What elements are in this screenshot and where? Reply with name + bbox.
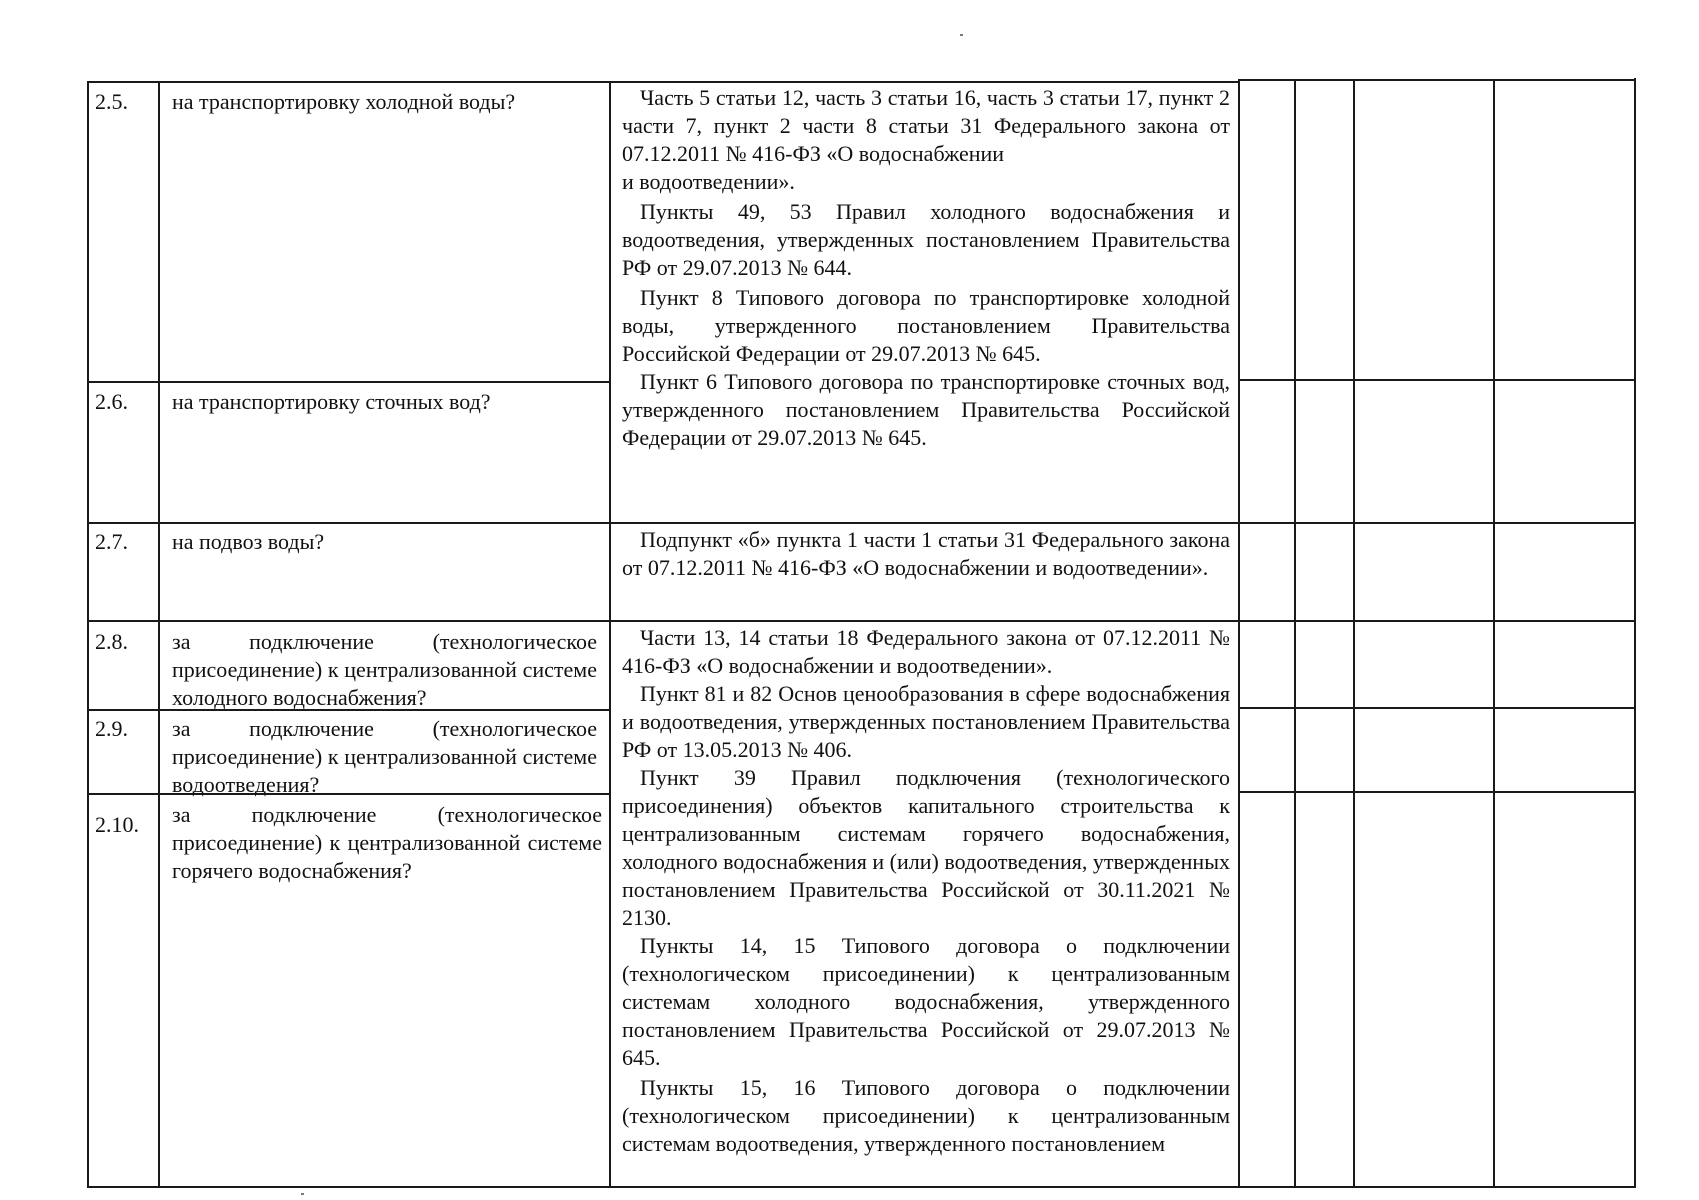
table-border-left bbox=[87, 82, 89, 1188]
legal-reference: Часть 5 статьи 12, часть 3 статьи 16, часть 3 статьи 17, пункт 2 части 7, пункт 2 части 8 статьи 31 Федерального закона от 07.12.2011 № 416-ФЗ «О водоснабжении bbox=[622, 85, 1230, 166]
row-divider bbox=[1238, 522, 1636, 524]
question-text: за подключение (технологическое присоединение) к централизованной системе горячего водоснабжения? bbox=[172, 802, 602, 883]
row-divider bbox=[87, 381, 609, 383]
row-number: 2.8. bbox=[95, 629, 128, 654]
legal-reference: Части 13, 14 статьи 18 Федерального закона от 07.12.2011 № 416-ФЗ «О водоснабжении и водоотведении». bbox=[622, 625, 1230, 678]
row-divider bbox=[1238, 620, 1636, 622]
legal-reference: Пункты 14, 15 Типового договора о подключении (технологическом присоединении) к централизованным системам холодного водоснабжения, утвержденного постановлением Правительства Российской от 29.07.2013 № 645. bbox=[622, 933, 1230, 1070]
legal-reference: Пункт 8 Типового договора по транспортировке холодной воды, утвержденного постановлением Правительства Российской Федерации от 29.07.2013 № 645. bbox=[622, 285, 1230, 366]
column-divider bbox=[1294, 80, 1296, 1188]
question-text: за подключение (технологическое присоединение) к централизованной системе холодного водоснабжения? bbox=[172, 629, 597, 710]
legal-reference: Пункт 6 Типового договора по транспортировке сточных вод, утвержденного постановлением Правительства Российской Федерации от 29.07.2013 № 645. bbox=[622, 369, 1230, 450]
row-divider bbox=[1238, 707, 1636, 709]
legal-reference-block bbox=[622, 84, 1230, 452]
question-text: на транспортировку сточных вод? bbox=[172, 389, 491, 414]
row-divider bbox=[609, 620, 1238, 622]
row-divider bbox=[87, 522, 609, 524]
legal-reference: Пункты 15, 16 Типового договора о подключении (технологическом присоединении) к централизованным системам водоотведения, утвержденного постановлением bbox=[622, 1075, 1230, 1156]
legal-reference-block bbox=[622, 526, 1230, 582]
row-number: 2.5. bbox=[95, 89, 128, 114]
column-divider bbox=[609, 82, 611, 1188]
table-border-top bbox=[87, 81, 1238, 83]
row-number: 2.10. bbox=[95, 812, 139, 837]
row-number: 2.9. bbox=[95, 716, 128, 741]
legal-reference-block bbox=[622, 624, 1230, 1158]
question-text: на подвоз воды? bbox=[172, 529, 325, 554]
question-text: на транспортировку холодной воды? bbox=[172, 89, 516, 114]
legal-reference: Пункт 39 Правил подключения (технологического присоединения) объектов капитального строительства к централизованным системам горячего водоснабжения, холодного водоснабжения и (или) водоотведения, утвержденных постановлением Правительства Российской от 30.11.2021 № 2130. bbox=[622, 765, 1230, 930]
table-border-right bbox=[1634, 78, 1636, 1188]
row-divider bbox=[1238, 791, 1636, 793]
row-divider bbox=[609, 522, 1238, 524]
row-divider bbox=[1238, 379, 1636, 381]
column-divider bbox=[1353, 80, 1355, 1188]
scan-speck bbox=[960, 34, 963, 36]
legal-reference: Пункты 49, 53 Правил холодного водоснабжения и водоотведения, утвержденных постановлением Правительства РФ от 29.07.2013 № 644. bbox=[622, 199, 1230, 280]
legal-reference: Пункт 81 и 82 Основ ценообразования в сфере водоснабжения и водоотведения, утвержденных постановлением Правительства РФ от 13.05.2013 № 406. bbox=[622, 681, 1230, 762]
legal-reference: Подпункт «б» пункта 1 части 1 статьи 31 Федерального закона от 07.12.2011 № 416-ФЗ «О водоснабжении и водоотведении». bbox=[622, 527, 1230, 580]
column-divider bbox=[1238, 80, 1240, 1188]
row-divider bbox=[87, 620, 609, 622]
scan-speck bbox=[301, 1193, 304, 1195]
table-border-bottom bbox=[87, 1186, 1636, 1188]
column-divider bbox=[1493, 80, 1495, 1188]
row-number: 2.6. bbox=[95, 389, 128, 414]
row-number: 2.7. bbox=[95, 529, 128, 554]
question-text: за подключение (технологическое присоединение) к централизованной системе водоотведения? bbox=[172, 716, 597, 797]
column-divider bbox=[158, 82, 160, 1188]
table-border-top bbox=[1238, 79, 1636, 81]
legal-reference: и водоотведении». bbox=[622, 169, 795, 194]
